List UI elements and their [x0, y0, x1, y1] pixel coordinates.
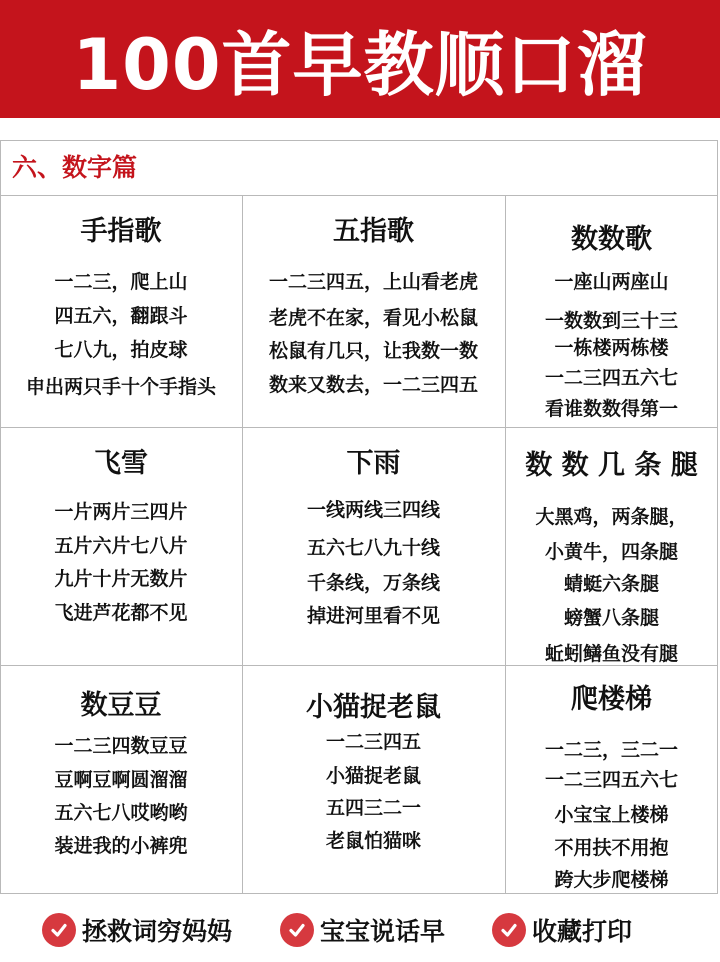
poem-line: 一二三，三二一	[544, 739, 678, 761]
footer-badge	[280, 906, 445, 954]
poem-title: 五指歌	[333, 216, 414, 247]
poem-line: 一二三四五，上山看老虎	[268, 271, 478, 293]
poem-line: 五四三二一	[325, 797, 421, 819]
poem-line: 飞进芦花都不见	[54, 602, 188, 624]
poem-line: 跨大步爬楼梯	[554, 869, 669, 891]
footer-label: 收藏打印	[532, 917, 633, 946]
poem-line: 千条线，万条线	[306, 572, 440, 594]
poem-line: 五六七八哎哟哟	[54, 802, 188, 824]
check-circle-icon	[280, 913, 314, 947]
poem-line: 不用扶不用抱	[554, 837, 669, 859]
poem-cell	[505, 195, 718, 427]
poem-line: 一二三四五六七	[544, 769, 678, 791]
poem-line: 老鼠怕猫咪	[325, 830, 421, 852]
poem-line: 小宝宝上楼梯	[554, 804, 669, 826]
poem-line: 申出两只手十个手指头	[25, 376, 216, 398]
poem-line: 豆啊豆啊圆溜溜	[54, 769, 188, 791]
poem-line: 松鼠有几只，让我数一数	[268, 340, 478, 362]
poem-line: 一二三四数豆豆	[54, 735, 188, 757]
poem-line: 一座山两座山	[554, 271, 669, 293]
footer-badge	[492, 906, 632, 954]
check-circle-icon	[42, 913, 76, 947]
poem-cell	[242, 195, 505, 427]
poem-title: 数数歌	[571, 224, 652, 255]
poem-line: 一线两线三四线	[306, 499, 440, 521]
poem-line: 一二三四五	[325, 731, 421, 753]
poem-line: 一数数到三十三	[544, 310, 678, 332]
page-title: 100首早教顺口溜	[72, 23, 648, 106]
poem-line: 蜻蜓六条腿	[563, 573, 659, 595]
poem-line: 五片六片七八片	[54, 535, 188, 557]
poem-line: 四五六，翻跟斗	[54, 305, 188, 327]
poem-line: 一二三四五六七	[544, 367, 678, 389]
poem-title: 小猫捉老鼠	[306, 692, 441, 723]
poem-cell	[0, 665, 242, 894]
poem-line: 一二三，爬上山	[54, 271, 188, 293]
poem-title: 数豆豆	[80, 690, 162, 721]
poem-line: 七八九，拍皮球	[54, 339, 188, 361]
poem-line: 数来又数去，一二三四五	[268, 374, 478, 396]
poem-title: 飞雪	[94, 448, 148, 479]
poem-cell	[242, 427, 505, 665]
poem-cell	[505, 427, 718, 665]
footer-badge	[42, 906, 232, 954]
poem-line: 看谁数数得第一	[544, 398, 678, 420]
poem-line: 九片十片无数片	[54, 568, 188, 590]
poem-line: 一栋楼两栋楼	[554, 337, 669, 359]
poem-title: 手指歌	[80, 216, 162, 247]
check-circle-icon	[492, 913, 526, 947]
poem-line: 螃蟹八条腿	[563, 607, 659, 629]
poem-line: 蚯蚓鳝鱼没有腿	[544, 643, 678, 665]
footer-label: 宝宝说话早	[320, 917, 446, 946]
poem-title: 下雨	[346, 448, 401, 479]
poem-line: 小猫捉老鼠	[325, 765, 421, 787]
poem-cell	[242, 665, 505, 894]
poem-line: 装进我的小裤兜	[54, 835, 188, 857]
poem-line: 五六七八九十线	[306, 537, 440, 559]
poem-line: 老虎不在家，看见小松鼠	[268, 307, 478, 329]
poem-title: 数 数 几 条 腿	[525, 450, 698, 481]
poem-line: 小黄牛，四条腿	[544, 541, 678, 563]
poem-cell	[0, 195, 242, 427]
poem-cell	[0, 427, 242, 665]
footer-label: 拯救词穷妈妈	[82, 917, 233, 946]
poem-title: 爬楼梯	[571, 684, 652, 715]
section-label: 六、数字篇	[12, 153, 138, 182]
poem-line: 大黑鸡，两条腿，	[535, 506, 688, 528]
poem-cell	[505, 665, 718, 894]
poem-line: 一片两片三四片	[54, 501, 188, 523]
poem-line: 掉进河里看不见	[306, 605, 440, 627]
